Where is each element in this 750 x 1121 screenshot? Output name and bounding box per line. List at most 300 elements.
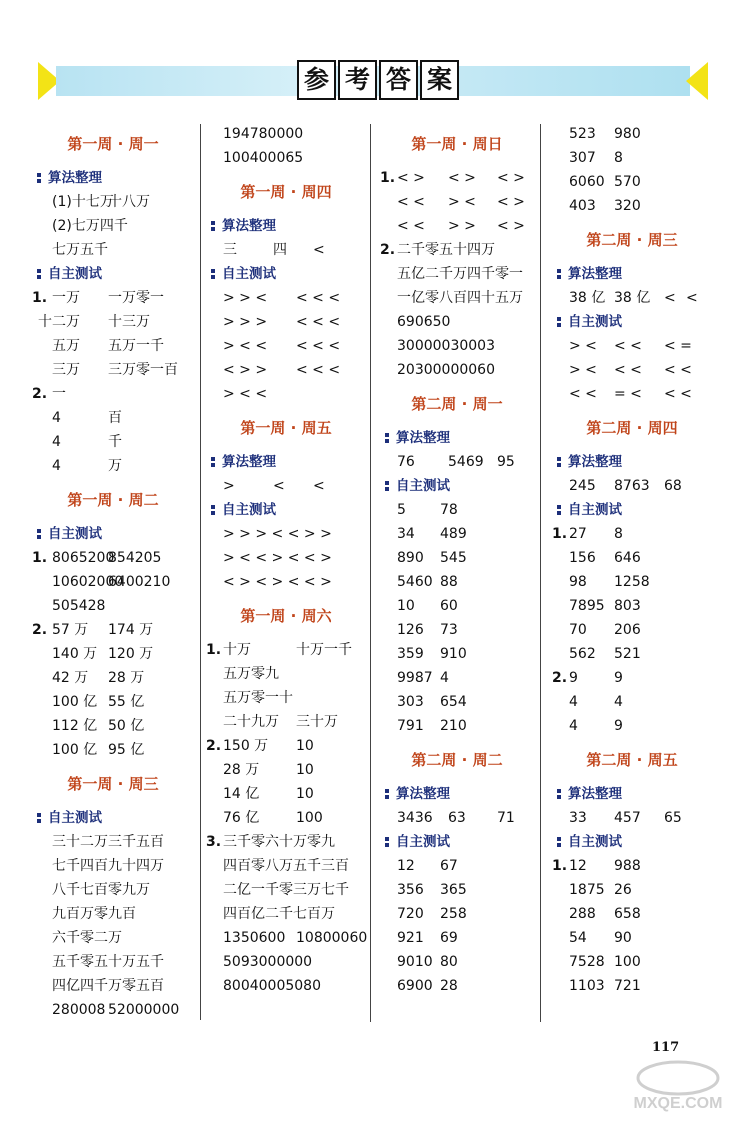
answer-value: 854205 bbox=[108, 550, 162, 566]
answer-value: 4 bbox=[440, 670, 449, 686]
answer-value: 10602000 bbox=[52, 574, 124, 590]
answer-value: < < < bbox=[296, 314, 341, 330]
answer-value: 921 bbox=[397, 930, 424, 946]
answer-value: 9987 bbox=[397, 670, 433, 686]
answer-row bbox=[206, 570, 366, 594]
section-label: 算法整理 bbox=[568, 786, 622, 802]
diamond-bullet-icon bbox=[208, 221, 218, 231]
question-number: 2. bbox=[380, 242, 396, 258]
answer-value: 78 bbox=[440, 502, 458, 518]
section-heading bbox=[206, 262, 366, 286]
day-heading: 第一周 · 周二 bbox=[67, 491, 159, 509]
answer-value: 57 万 bbox=[52, 622, 89, 638]
diamond-bullet-icon bbox=[208, 269, 218, 279]
answer-row bbox=[552, 926, 712, 950]
answer-row bbox=[552, 642, 712, 666]
answer-value: 505428 bbox=[52, 598, 106, 614]
title-banner bbox=[38, 60, 708, 102]
section-heading bbox=[552, 498, 712, 522]
answer-value: < > < > < < > bbox=[223, 574, 332, 590]
diamond-bullet-icon bbox=[554, 505, 564, 515]
question-number: 3. bbox=[206, 834, 222, 850]
answer-value: 6400210 bbox=[108, 574, 171, 590]
answer-row bbox=[552, 666, 712, 690]
answer-value: 1350600 bbox=[223, 930, 286, 946]
answer-value: 二十九万 bbox=[223, 714, 279, 730]
answer-value: > bbox=[223, 478, 235, 494]
answer-value: 890 bbox=[397, 550, 424, 566]
answer-value: 5 bbox=[397, 502, 406, 518]
answer-value: 五万零一十 bbox=[223, 690, 293, 706]
answer-value: 50 亿 bbox=[108, 718, 145, 734]
answer-row bbox=[206, 546, 366, 570]
section-label: 自主测试 bbox=[222, 266, 276, 282]
answer-row bbox=[206, 122, 366, 146]
answer-value: 42 万 bbox=[52, 670, 89, 686]
answer-value: 690650 bbox=[397, 314, 451, 330]
section-label: 算法整理 bbox=[48, 170, 102, 186]
answer-value: 194780000 bbox=[223, 126, 304, 142]
answer-value: 320 bbox=[614, 198, 641, 214]
answer-value: 4 bbox=[614, 694, 623, 710]
section-heading bbox=[552, 782, 712, 806]
diamond-bullet-icon bbox=[34, 269, 44, 279]
answer-value: 28 万 bbox=[223, 762, 260, 778]
answer-value: 38 亿 bbox=[614, 290, 651, 306]
answer-value: < > > bbox=[223, 362, 268, 378]
answer-row bbox=[32, 714, 194, 738]
diamond-bullet-icon bbox=[34, 529, 44, 539]
answer-value: 69 bbox=[440, 930, 458, 946]
answer-value: 365 bbox=[440, 882, 467, 898]
answer-value: 65 bbox=[664, 810, 682, 826]
answer-value: 60 bbox=[440, 598, 458, 614]
section-label: 自主测试 bbox=[48, 526, 102, 542]
answer-value: < > bbox=[497, 170, 525, 186]
answer-row bbox=[552, 170, 712, 194]
answer-row bbox=[32, 738, 194, 762]
answer-value: 303 bbox=[397, 694, 424, 710]
answer-value: 十万 bbox=[223, 642, 251, 658]
answer-value: (1)十七万 bbox=[52, 194, 114, 210]
answer-row bbox=[32, 950, 194, 974]
answer-value: 54 bbox=[569, 930, 587, 946]
answer-row bbox=[380, 974, 534, 998]
answer-value: 206 bbox=[614, 622, 641, 638]
answer-row bbox=[206, 830, 366, 854]
day-heading: 第一周 · 周一 bbox=[67, 135, 159, 153]
answer-value: 三十二万三千五百 bbox=[52, 834, 164, 850]
answer-value: 三万 bbox=[52, 362, 80, 378]
answer-value: 545 bbox=[440, 550, 467, 566]
answer-value: 五万 bbox=[52, 338, 80, 354]
answer-row bbox=[32, 334, 194, 358]
answer-value: 6060 bbox=[569, 174, 605, 190]
day-heading: 第二周 · 周三 bbox=[586, 231, 678, 249]
answer-row bbox=[380, 902, 534, 926]
section-label: 算法整理 bbox=[568, 454, 622, 470]
section-heading bbox=[380, 830, 534, 854]
answer-value: 98 bbox=[569, 574, 587, 590]
answer-row bbox=[206, 950, 366, 974]
answer-row bbox=[552, 358, 712, 382]
answer-value: < > bbox=[397, 170, 425, 186]
section-label: 自主测试 bbox=[48, 810, 102, 826]
answer-value: 28 bbox=[440, 978, 458, 994]
answer-value: 30000030003 bbox=[397, 338, 495, 354]
answer-value: 四亿四千万零五百 bbox=[52, 978, 164, 994]
answer-row bbox=[32, 594, 194, 618]
answer-value: 523 bbox=[569, 126, 596, 142]
answer-value: 52000000 bbox=[108, 1002, 180, 1018]
day-heading: 第二周 · 周五 bbox=[586, 751, 678, 769]
answer-value: 720 bbox=[397, 906, 424, 922]
answer-row bbox=[552, 594, 712, 618]
title-char: 参 bbox=[297, 60, 336, 100]
answer-value: 100 亿 bbox=[52, 694, 98, 710]
answer-row bbox=[552, 806, 712, 830]
answer-value: 280008 bbox=[52, 1002, 106, 1018]
answer-value: 四百零八万五千三百 bbox=[223, 858, 349, 874]
answer-row bbox=[206, 686, 366, 710]
answer-row bbox=[32, 902, 194, 926]
answer-value: 71 bbox=[497, 810, 515, 826]
answer-value: 二亿一千零三万七千 bbox=[223, 882, 349, 898]
answer-value: 210 bbox=[440, 718, 467, 734]
answer-row bbox=[206, 522, 366, 546]
answer-row bbox=[552, 474, 712, 498]
answer-value: 100 bbox=[296, 810, 323, 826]
answer-column-3 bbox=[380, 122, 534, 998]
answer-value: < bbox=[273, 478, 285, 494]
answer-value: 六千零二万 bbox=[52, 930, 122, 946]
answer-value: 4 bbox=[569, 694, 578, 710]
title-char: 考 bbox=[338, 60, 377, 100]
answer-value: 100 bbox=[614, 954, 641, 970]
answer-row bbox=[32, 190, 194, 214]
answer-value: < > bbox=[497, 194, 525, 210]
answer-value: 三千零六十万零九 bbox=[223, 834, 335, 850]
answer-row bbox=[206, 146, 366, 170]
answer-value: 9 bbox=[614, 718, 623, 734]
answer-value: 五亿二千万四千零一 bbox=[397, 266, 523, 282]
answer-value: 67 bbox=[440, 858, 458, 874]
answer-value: < bbox=[686, 290, 698, 306]
question-number: 1. bbox=[32, 550, 48, 566]
answer-value: 3436 bbox=[397, 810, 433, 826]
answer-row bbox=[552, 286, 712, 310]
answer-row bbox=[380, 450, 534, 474]
answer-value: > < < bbox=[223, 386, 268, 402]
answer-value: 二千零五十四万 bbox=[397, 242, 495, 258]
answer-row bbox=[380, 878, 534, 902]
watermark-logo bbox=[616, 1056, 740, 1114]
day-heading: 第一周 · 周日 bbox=[411, 135, 503, 153]
answer-value: < < bbox=[664, 362, 692, 378]
diamond-bullet-icon bbox=[554, 789, 564, 799]
answer-value: 四百亿二千七百万 bbox=[223, 906, 335, 922]
answer-value: 10800060 bbox=[296, 930, 368, 946]
answer-value: 26 bbox=[614, 882, 632, 898]
answer-value: 三 bbox=[223, 242, 237, 258]
answer-value: 7895 bbox=[569, 598, 605, 614]
section-heading bbox=[32, 806, 194, 830]
answer-value: 174 万 bbox=[108, 622, 154, 638]
section-heading bbox=[552, 450, 712, 474]
answer-value: 126 bbox=[397, 622, 424, 638]
section-heading bbox=[32, 166, 194, 190]
answer-value: 100 亿 bbox=[52, 742, 98, 758]
answer-value: 5093000000 bbox=[223, 954, 313, 970]
answer-value: < bbox=[313, 242, 325, 258]
answer-row bbox=[380, 334, 534, 358]
answer-value: 980 bbox=[614, 126, 641, 142]
answer-row bbox=[380, 570, 534, 594]
answer-value: 988 bbox=[614, 858, 641, 874]
answer-row bbox=[380, 166, 534, 190]
section-heading bbox=[206, 498, 366, 522]
answer-value: 四 bbox=[273, 242, 287, 258]
answer-value: 521 bbox=[614, 646, 641, 662]
answer-row bbox=[206, 382, 366, 406]
answer-value: 76 亿 bbox=[223, 810, 260, 826]
answer-value: 245 bbox=[569, 478, 596, 494]
section-label: 算法整理 bbox=[396, 786, 450, 802]
answer-row bbox=[380, 546, 534, 570]
answer-value: 三万零一百 bbox=[108, 362, 178, 378]
answer-value: 100400065 bbox=[223, 150, 304, 166]
section-label: 自主测试 bbox=[222, 502, 276, 518]
answer-row bbox=[32, 546, 194, 570]
page-title bbox=[297, 60, 459, 100]
answer-value: (2)七万四千 bbox=[52, 218, 128, 234]
question-number: 2. bbox=[206, 738, 222, 754]
answer-value: 五万一千 bbox=[108, 338, 164, 354]
answer-row bbox=[380, 950, 534, 974]
answer-row bbox=[380, 522, 534, 546]
answer-row bbox=[206, 734, 366, 758]
answer-row bbox=[380, 642, 534, 666]
day-heading: 第二周 · 周二 bbox=[411, 751, 503, 769]
answer-value: < < < bbox=[296, 338, 341, 354]
answer-value: 1103 bbox=[569, 978, 605, 994]
diamond-bullet-icon bbox=[554, 317, 564, 327]
title-char: 答 bbox=[379, 60, 418, 100]
diamond-bullet-icon bbox=[554, 457, 564, 467]
answer-value: > < bbox=[569, 362, 597, 378]
answer-row bbox=[206, 902, 366, 926]
answer-value: 150 万 bbox=[223, 738, 269, 754]
answer-value: 658 bbox=[614, 906, 641, 922]
answer-value: 562 bbox=[569, 646, 596, 662]
answer-value: 457 bbox=[614, 810, 641, 826]
answer-value: 80040005080 bbox=[223, 978, 321, 994]
answer-row bbox=[206, 358, 366, 382]
answer-row bbox=[32, 690, 194, 714]
answer-value: > > bbox=[448, 218, 476, 234]
answer-value: 88 bbox=[440, 574, 458, 590]
question-number: 2. bbox=[32, 386, 48, 402]
answer-value: 10 bbox=[296, 786, 314, 802]
answer-value: 8 bbox=[614, 150, 623, 166]
answer-value: 十万一千 bbox=[296, 642, 352, 658]
answer-row bbox=[32, 214, 194, 238]
answer-row bbox=[552, 382, 712, 406]
diamond-bullet-icon bbox=[208, 457, 218, 467]
answer-value: 156 bbox=[569, 550, 596, 566]
answer-row bbox=[552, 122, 712, 146]
answer-row bbox=[380, 190, 534, 214]
answer-value: 4 bbox=[52, 434, 61, 450]
answer-row bbox=[206, 806, 366, 830]
answer-row bbox=[552, 194, 712, 218]
answer-row bbox=[380, 262, 534, 286]
answer-value: 8 bbox=[614, 526, 623, 542]
answer-value: 8763 bbox=[614, 478, 650, 494]
answer-value: 八千七百零九万 bbox=[52, 882, 150, 898]
answer-value: < < bbox=[397, 218, 425, 234]
answer-row bbox=[380, 214, 534, 238]
column-divider bbox=[540, 124, 541, 1022]
answer-value: 五万零九 bbox=[223, 666, 279, 682]
answer-row bbox=[206, 334, 366, 358]
answer-value: 76 bbox=[397, 454, 415, 470]
answer-row bbox=[552, 618, 712, 642]
answer-row bbox=[380, 806, 534, 830]
answer-value: 27 bbox=[569, 526, 587, 542]
answer-value: 12 bbox=[569, 858, 587, 874]
answer-value: < bbox=[313, 478, 325, 494]
answer-row bbox=[32, 878, 194, 902]
answer-value: 七万五千 bbox=[52, 242, 108, 258]
day-heading: 第一周 · 周五 bbox=[240, 419, 332, 437]
answer-row bbox=[32, 310, 194, 334]
answer-value: 258 bbox=[440, 906, 467, 922]
answer-row bbox=[206, 878, 366, 902]
answer-row bbox=[32, 238, 194, 262]
answer-value: < < bbox=[664, 386, 692, 402]
answer-value: 120 万 bbox=[108, 646, 154, 662]
answer-value: 千 bbox=[108, 434, 122, 450]
answer-row bbox=[32, 618, 194, 642]
right-arrow-decoration bbox=[686, 62, 708, 100]
answer-value: 1258 bbox=[614, 574, 650, 590]
answer-column-2 bbox=[206, 122, 366, 998]
answer-row bbox=[380, 310, 534, 334]
answer-row bbox=[380, 498, 534, 522]
answer-value: 万 bbox=[108, 458, 122, 474]
question-number: 1. bbox=[380, 170, 396, 186]
day-heading: 第一周 · 周六 bbox=[240, 607, 332, 625]
answer-column-1 bbox=[32, 122, 194, 1022]
section-heading bbox=[552, 830, 712, 854]
day-heading: 第一周 · 周三 bbox=[67, 775, 159, 793]
answer-row bbox=[206, 286, 366, 310]
answer-value: 95 亿 bbox=[108, 742, 145, 758]
diamond-bullet-icon bbox=[382, 837, 392, 847]
section-heading bbox=[380, 474, 534, 498]
section-label: 算法整理 bbox=[222, 454, 276, 470]
question-number: 1. bbox=[32, 290, 48, 306]
answer-value: 8065200 bbox=[52, 550, 115, 566]
answer-row bbox=[380, 690, 534, 714]
answer-row bbox=[32, 926, 194, 950]
column-divider bbox=[200, 124, 201, 1020]
answer-value: 十二万 bbox=[38, 314, 80, 330]
answer-row bbox=[552, 546, 712, 570]
answer-row bbox=[552, 690, 712, 714]
answer-value: 9010 bbox=[397, 954, 433, 970]
answer-value: 7528 bbox=[569, 954, 605, 970]
answer-value: 359 bbox=[397, 646, 424, 662]
question-number: 2. bbox=[552, 670, 568, 686]
answer-row bbox=[552, 334, 712, 358]
answer-value: 九百万零九百 bbox=[52, 906, 136, 922]
answer-value: 570 bbox=[614, 174, 641, 190]
answer-value: 403 bbox=[569, 198, 596, 214]
section-heading bbox=[32, 262, 194, 286]
answer-row bbox=[380, 286, 534, 310]
answer-value: 95 bbox=[497, 454, 515, 470]
question-number: 1. bbox=[206, 642, 222, 658]
question-number: 1. bbox=[552, 858, 568, 874]
answer-value: 百 bbox=[108, 410, 122, 426]
answer-row bbox=[32, 570, 194, 594]
answer-value: > < < > < < > bbox=[223, 550, 332, 566]
answer-value: 791 bbox=[397, 718, 424, 734]
diamond-bullet-icon bbox=[554, 269, 564, 279]
answer-row bbox=[380, 714, 534, 738]
answer-value: 4 bbox=[52, 458, 61, 474]
section-heading bbox=[380, 782, 534, 806]
answer-value: 654 bbox=[440, 694, 467, 710]
diamond-bullet-icon bbox=[34, 173, 44, 183]
answer-value: < < bbox=[569, 386, 597, 402]
answer-row bbox=[32, 382, 194, 406]
answer-row bbox=[380, 854, 534, 878]
answer-row bbox=[32, 666, 194, 690]
answer-value: 5460 bbox=[397, 574, 433, 590]
answer-value: 12 bbox=[397, 858, 415, 874]
diamond-bullet-icon bbox=[382, 789, 392, 799]
answer-row bbox=[552, 714, 712, 738]
answer-value: 14 亿 bbox=[223, 786, 260, 802]
answer-row bbox=[552, 974, 712, 998]
answer-row bbox=[32, 854, 194, 878]
answer-row bbox=[206, 474, 366, 498]
section-heading bbox=[380, 426, 534, 450]
section-label: 算法整理 bbox=[568, 266, 622, 282]
column-divider bbox=[370, 124, 371, 1022]
answer-value: 803 bbox=[614, 598, 641, 614]
section-label: 算法整理 bbox=[396, 430, 450, 446]
answer-value: 20300000060 bbox=[397, 362, 495, 378]
diamond-bullet-icon bbox=[34, 813, 44, 823]
section-heading bbox=[552, 310, 712, 334]
answer-value: > > < bbox=[223, 290, 268, 306]
section-label: 自主测试 bbox=[568, 502, 622, 518]
answer-value: > > > < < > > bbox=[223, 526, 332, 542]
answer-row bbox=[552, 902, 712, 926]
answer-value: 9 bbox=[569, 670, 578, 686]
answer-value: 一万 bbox=[52, 290, 80, 306]
answer-row bbox=[32, 454, 194, 478]
answer-row bbox=[380, 618, 534, 642]
answer-value: 288 bbox=[569, 906, 596, 922]
answer-row bbox=[552, 146, 712, 170]
answer-value: 4 bbox=[569, 718, 578, 734]
answer-row bbox=[380, 358, 534, 382]
